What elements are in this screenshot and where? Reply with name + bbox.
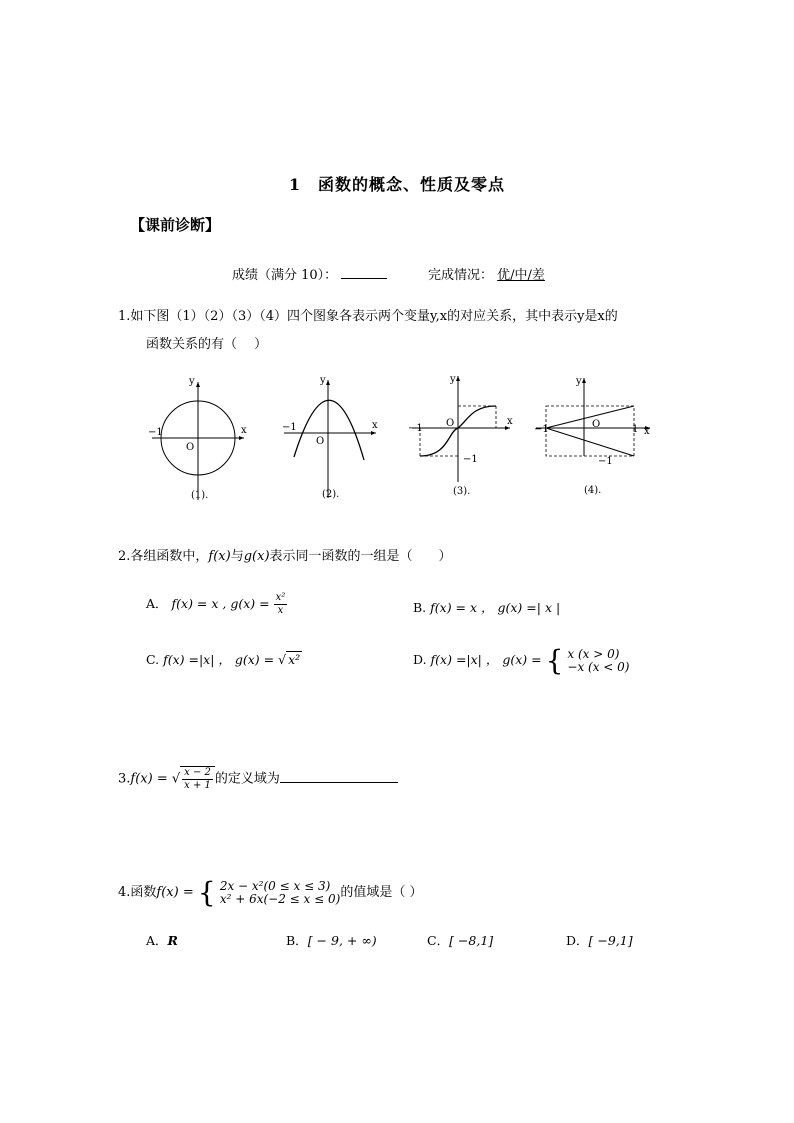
q4-option-a-value: R: [167, 933, 178, 948]
left-brace-icon: {: [197, 876, 216, 909]
q2-option-c-label: C.: [146, 652, 160, 667]
q2-option-a-den: x: [277, 605, 284, 616]
q3-frac: [180, 766, 215, 792]
q2-option-c[interactable]: [146, 650, 302, 668]
graph-3: [408, 370, 518, 509]
q2-option-d-f: f(x) =|x| ， g(x) =: [430, 652, 542, 667]
q4-case2: x² + 6x(−2 ≤ x ≤ 0): [219, 891, 341, 906]
sqrt-icon: √: [278, 652, 287, 667]
q2-option-a-label: A．: [146, 596, 168, 611]
q2-option-a[interactable]: [146, 592, 287, 617]
graph-2-origin: O: [316, 436, 325, 447]
q4-post: 的值域是（ ）: [340, 885, 423, 900]
completion-value: 优/中/差: [497, 268, 545, 283]
q1-line1: 1.如下图（1）（2）（3）（4）四个图象各表示两个变量y,x的对应关系，其中表示y是x的: [118, 309, 618, 324]
q4-option-c-value: [ −8,1]: [449, 933, 494, 948]
graph-4-y-label: y: [576, 376, 582, 387]
q4-option-b-value: [ − 9, + ∞): [307, 933, 377, 948]
graph-3-svg: [408, 370, 518, 505]
q2-stem: [118, 545, 452, 564]
q4-option-a[interactable]: [146, 931, 178, 949]
q4: [118, 876, 422, 909]
q4-option-d[interactable]: [566, 931, 633, 949]
graph-3-neg1: −1: [408, 423, 423, 434]
graph-1-svg: [148, 372, 258, 507]
q2-option-d-label: D.: [413, 652, 427, 667]
graph-1-caption: (1).: [191, 490, 209, 501]
graph-3-y-label: y: [450, 374, 456, 385]
q3-num: x − 2: [184, 767, 211, 778]
score-row: [232, 264, 387, 283]
left-brace-icon: {: [545, 644, 564, 677]
q2-option-d-case2: −x (x < 0): [567, 659, 630, 674]
graph-4-neg1-y: −1: [598, 456, 613, 467]
q4-option-a-label: A．: [146, 933, 168, 948]
q4-case1: 2x − x²(0 ≤ x ≤ 3): [219, 878, 331, 893]
q2-option-a-f: f(x) = x , g(x) =: [171, 596, 270, 611]
graph-1-y-label: y: [189, 376, 195, 387]
q2-option-c-sqrt: x²: [288, 652, 301, 667]
q2-option-d-cases: [567, 648, 629, 674]
graph-4-one: 1: [632, 424, 639, 435]
q4-pre: 4.函数: [118, 885, 157, 900]
q3-post: 的定义域为: [214, 771, 280, 787]
score-label: 成绩（满分 10）：: [232, 268, 338, 283]
q3-answer-blank[interactable]: [280, 782, 398, 783]
graph-4-x-label: x: [644, 426, 650, 437]
q1-line2: 函数关系的有（ ）: [146, 337, 268, 352]
graph-2-x-label: x: [372, 420, 378, 431]
graph-4-origin: O: [592, 419, 601, 430]
graph-4-caption: (4).: [584, 485, 602, 496]
graph-2-neg1: −1: [282, 422, 297, 433]
section-heading: 【课前诊断】: [130, 216, 221, 234]
q2-option-a-num: x²: [275, 592, 286, 603]
completion-label: 完成情况：: [428, 268, 494, 283]
graph-3-origin: O: [446, 418, 455, 429]
graph-3-caption: (3).: [453, 486, 471, 497]
graph-1-origin: O: [186, 442, 195, 453]
q2-stem-f: f(x): [208, 549, 231, 564]
q4-option-c[interactable]: [427, 931, 493, 949]
graph-1-neg1: −1: [148, 427, 163, 438]
q4-option-d-value: [ −9,1]: [588, 933, 633, 948]
sqrt-icon: √: [171, 771, 181, 787]
q4-option-d-label: D．: [566, 933, 589, 948]
page-title: 1 函数的概念、性质及零点: [288, 175, 506, 194]
graph-2-y-label: y: [320, 375, 326, 386]
q2-option-b-text: f(x) = x ， g(x) =| x |: [430, 600, 561, 615]
q3: [118, 766, 398, 792]
score-blank[interactable]: [341, 278, 387, 279]
q3-f: f(x) =: [130, 771, 168, 787]
q2-option-c-f: f(x) =|x| ， g(x) =: [163, 652, 275, 667]
q4-option-b[interactable]: [286, 931, 377, 949]
q2-option-b[interactable]: [413, 598, 560, 616]
completion-row: [428, 264, 545, 283]
graph-4-neg1: −1: [534, 424, 549, 435]
q3-pre: 3.: [118, 771, 131, 787]
graph-3-neg1-y: −1: [463, 454, 478, 465]
q2-stem-post: 表示同一函数的一组是（ ）: [269, 549, 452, 564]
q2-option-b-label: B.: [413, 600, 427, 615]
q2-stem-pre: 2.各组函数中，: [118, 549, 209, 564]
q4-f: f(x) =: [156, 885, 194, 900]
q2-stem-g: g(x): [243, 549, 270, 564]
graph-1: [148, 372, 258, 511]
q2-option-d-case1: x (x > 0): [567, 646, 620, 661]
graph-2-caption: (2).: [322, 489, 340, 500]
q3-den: x + 1: [184, 780, 211, 791]
q4-cases: [220, 880, 341, 906]
graph-3-x-label: x: [507, 416, 513, 427]
graph-2: [282, 372, 382, 511]
graph-2-svg: [282, 372, 382, 507]
graph-1-x-label: x: [241, 425, 247, 436]
q4-option-c-label: C．: [427, 933, 450, 948]
graph-4: [532, 372, 654, 511]
q2-option-d[interactable]: [413, 644, 630, 677]
q2-option-a-frac: [274, 592, 288, 617]
q4-option-b-label: B．: [286, 933, 308, 948]
q2-stem-mid: 与: [230, 549, 244, 564]
